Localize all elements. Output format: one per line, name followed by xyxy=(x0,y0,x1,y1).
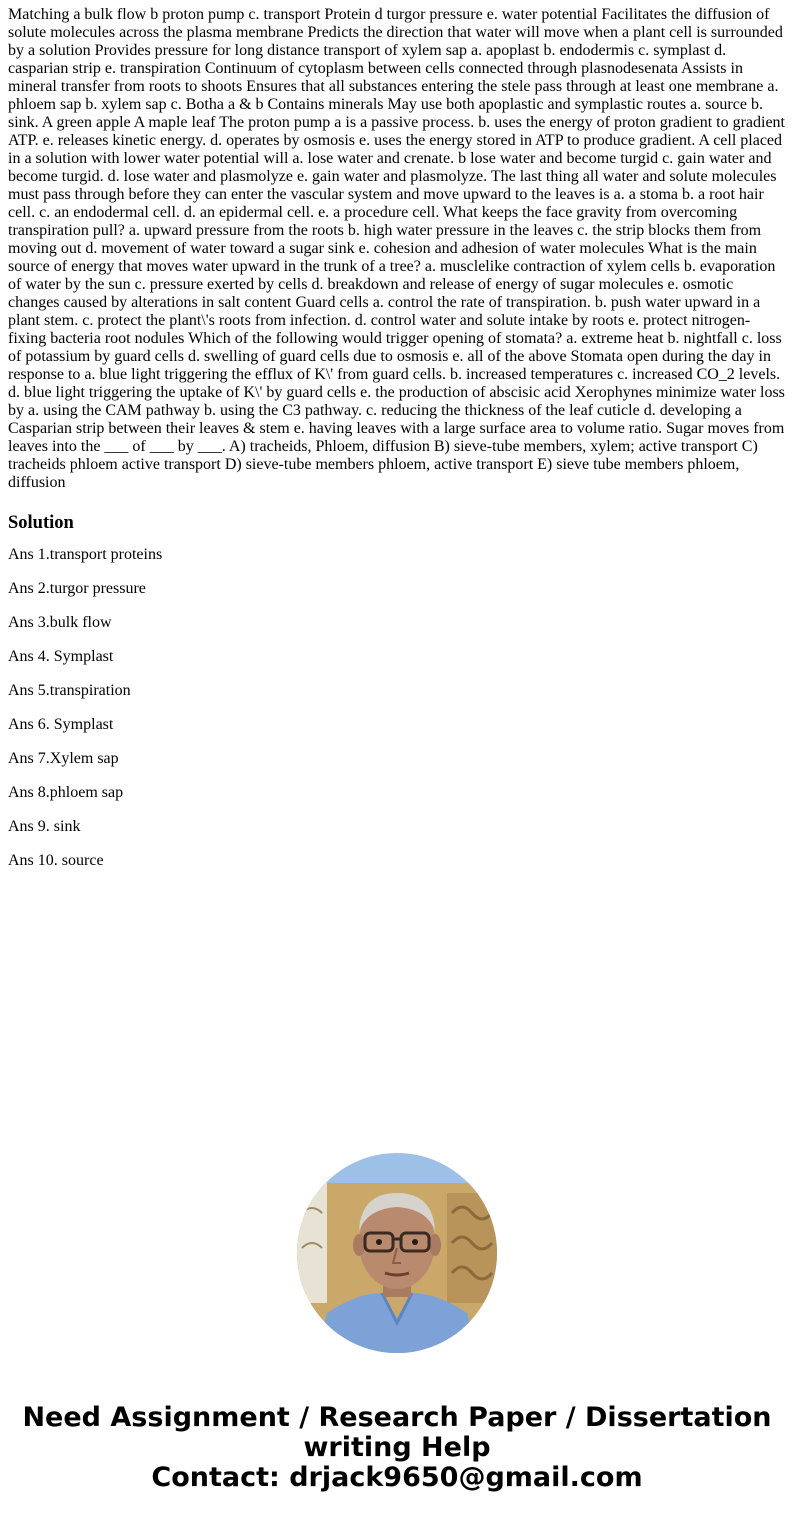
tutor-portrait-icon xyxy=(297,1153,497,1353)
solution-heading: Solution xyxy=(8,513,74,533)
promo-line: Need Assignment / Research Paper / Dissertation xyxy=(22,1402,772,1433)
answer-item: Ans 2.turgor pressure xyxy=(8,580,146,597)
answer-item: Ans 3.bulk flow xyxy=(8,614,112,631)
answer-item: Ans 8.phloem sap xyxy=(8,784,124,801)
answer-item: Ans 5.transpiration xyxy=(8,682,131,699)
answer-item: Ans 7.Xylem sap xyxy=(8,750,119,767)
answer-item: Ans 1.transport proteins xyxy=(8,546,163,563)
promo-banner xyxy=(0,1403,794,1493)
answer-item: Ans 4. Symplast xyxy=(8,648,114,665)
answer-item: Ans 9. sink xyxy=(8,818,81,835)
answer-list xyxy=(8,546,786,870)
question-text: Matching a bulk flow b proton pump c. transport Protein d turgor pressure e. water potential Facilitates the diffusion of solute molecules across the plasma membrane Predicts the direction that water will move when a plant cell is surrounded by a solution Provides pressure for long distance transport of xylem sap a. apoplast b. endodermis c. symplast d. casparian strip e. transpiration Continuum of cytoplasm between cells connected through plasnodesenata Assists in mineral transfer from roots to shoots Ensures that all substances entering the stele pass through at least one membrane a. phloem sap b. xylem sap c. Botha a & b Contains minerals May use both apoplastic and symplastic routes a. source b. sink. A green apple A maple leaf The proton pump a is a passive process. b. uses the energy of proton gradient to gradient ATP. e. releases kinetic energy. d. operates by osmosis e. uses the energy stored in ATP to produce gradient. A cell placed in a solution with lower water potential will a. lose water and crenate. b lose water and become turgid c. gain water and become turgid. d. lose water and plasmolyze e. gain water and plasmolyze. The last thing all water and solute molecules must pass through before they can enter the vascular system and move upward to the leaves is a. a stoma b. a root hair cell. c. an endodermal cell. d. an epidermal cell. e. a procedure cell. What keeps the face gravity from overcoming transpiration pull? a. upward pressure from the roots b. high water pressure in the leaves c. the strip blocks them from moving out d. movement of water toward a sugar sink e. cohesion and adhesion of water molecules What is the main source of energy that moves water upward in the trunk of a tree? a. musclelike contraction of xylem cells b. evaporation of water by the sun c. pressure exerted by cells d. breakdown and release of energy of sugar molecules e. osmotic changes caused by alterations in salt content Guard cells a. control the rate of transpiration. b. push water upward in a plant stem. c. protect the plant\'s roots from infection. d. control water and solute intake by roots e. protect nitrogen-fixing bacteria root nodules Which of the following would trigger opening of stomata? a. extreme heat b. nightfall c. loss of potassium by guard cells d. swelling of guard cells due to osmosis e. all of the above Stomata open during the day in response to a. blue light triggering the efflux of K\' from guard cells. b. increased temperatures c. increased CO_2 levels. d. blue light triggering the uptake of K\' by guard cells e. the production of abscisic acid Xerophynes minimize water loss by a. using the CAM pathway b. using the C3 pathway. c. reducing the thickness of the leaf cuticle d. developing a Casparian strip between their leaves & stem e. having leaves with a large surface area to volume ratio. Sugar moves from leaves into the ___ of ___ by ___. A) tracheids, Phloem, diffusion B) sieve-tube members, xylem; active transport C) tracheids phloem active transport D) sieve-tube members phloem, active transport E) sieve tube members phloem, diffusion xyxy=(8,6,785,491)
answer-item: Ans 6. Symplast xyxy=(8,716,114,733)
promo-line: writing Help xyxy=(303,1432,491,1463)
answer-item: Ans 10. source xyxy=(8,852,104,869)
tutor-avatar xyxy=(297,1153,497,1353)
promo-contact: Contact: drjack9650@gmail.com xyxy=(151,1462,643,1493)
